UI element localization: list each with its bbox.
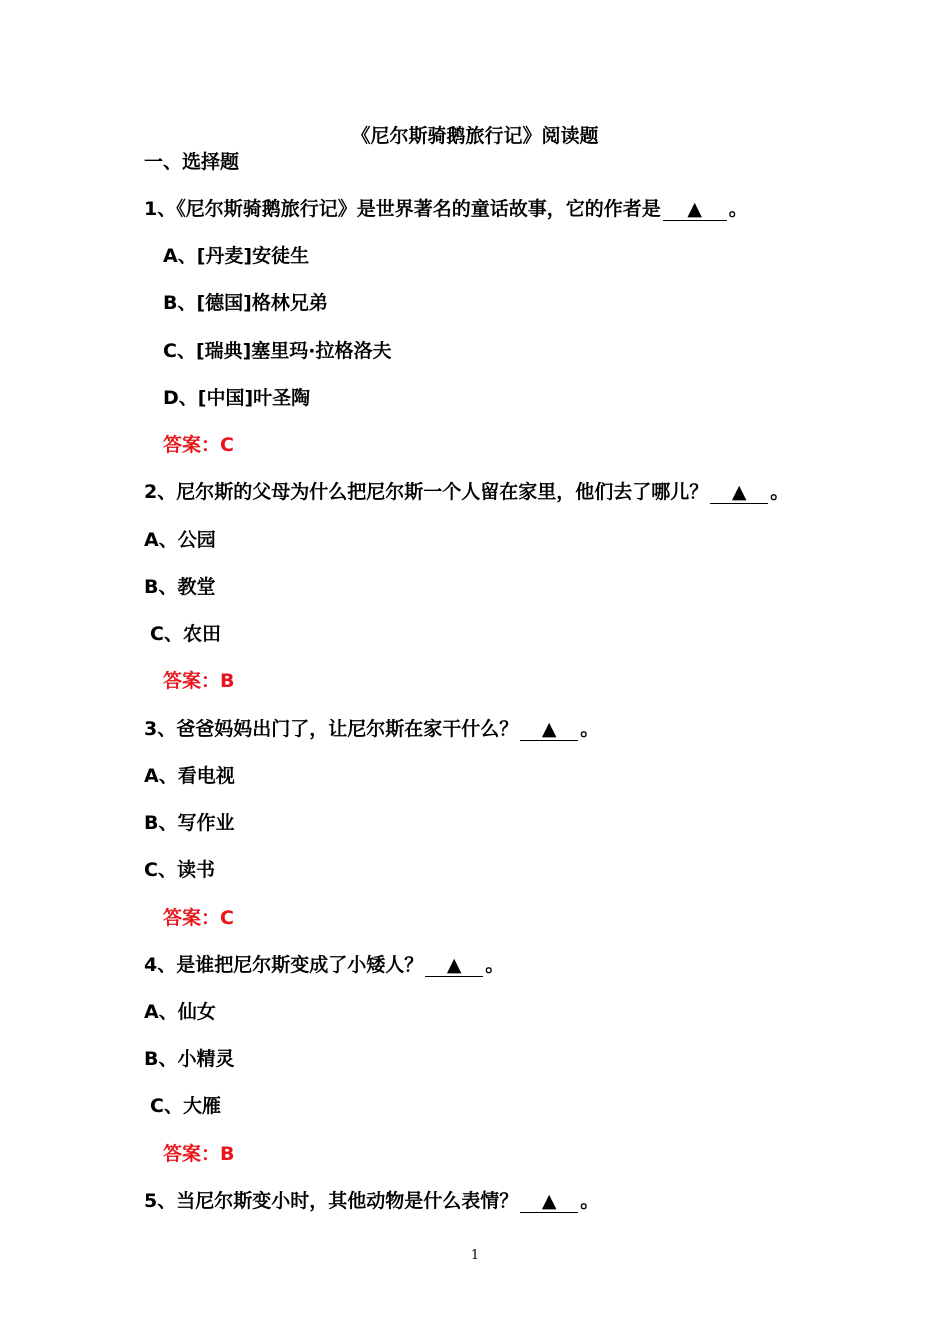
triangle-icon: ▲ [731,481,747,503]
option-4c: C、大雁 [150,1095,221,1117]
option-2c: C、农田 [150,623,221,645]
triangle-icon: ▲ [687,198,703,220]
triangle-icon: ▲ [541,1190,557,1212]
question-2: 2、尼尔斯的父母为什么把尼尔斯一个人留在家里，他们去了哪儿？ ▲ 。 [144,481,790,503]
question-5-stem: 5、当尼尔斯变小时，其他动物是什么表情？ [144,1190,519,1212]
option-1a: A、[丹麦]安徒生 [163,245,310,267]
option-1d: D、[中国]叶圣陶 [163,387,311,409]
answer-blank [710,481,768,504]
answer-blank [520,718,578,741]
option-1c: C、[瑞典]塞里玛·拉格洛夫 [163,340,392,362]
question-5: 5、当尼尔斯变小时，其他动物是什么表情？ ▲ 。 [144,1190,600,1212]
triangle-icon: ▲ [541,718,557,740]
answer-blank [425,954,483,977]
section-heading: 一、选择题 [144,151,240,173]
triangle-icon: ▲ [446,954,462,976]
question-4: 4、是谁把尼尔斯变成了小矮人？ ▲ 。 [144,954,505,976]
answer-blank [520,1190,578,1213]
question-1-stem: 1、《尼尔斯骑鹅旅行记》是世界著名的童话故事，它的作者是 [144,198,661,220]
option-3a: A、看电视 [144,765,235,787]
question-4-stem: 4、是谁把尼尔斯变成了小矮人？ [144,954,424,976]
option-3c: C、读书 [144,859,215,881]
page-number: 1 [470,1248,480,1263]
question-3-stem: 3、爸爸妈妈出门了，让尼尔斯在家干什么？ [144,718,519,740]
question-3: 3、爸爸妈妈出门了，让尼尔斯在家干什么？ ▲ 。 [144,718,600,740]
option-2b: B、教堂 [144,576,216,598]
option-3b: B、写作业 [144,812,235,834]
question-1: 1、《尼尔斯骑鹅旅行记》是世界著名的童话故事，它的作者是 ▲ 。 [144,198,748,220]
option-1b: B、[德国]格林兄弟 [163,292,328,314]
answer-1: 答案：C [163,434,234,456]
document-title: 《尼尔斯骑鹅旅行记》阅读题 [351,125,599,147]
answer-2: 答案：B [163,670,235,692]
question-2-stem: 2、尼尔斯的父母为什么把尼尔斯一个人留在家里，他们去了哪儿？ [144,481,709,503]
answer-3: 答案：C [163,907,234,929]
answer-blank [663,198,727,221]
answer-4: 答案：B [163,1143,235,1165]
option-4a: A、仙女 [144,1001,216,1023]
option-4b: B、小精灵 [144,1048,235,1070]
option-2a: A、公园 [144,529,216,551]
